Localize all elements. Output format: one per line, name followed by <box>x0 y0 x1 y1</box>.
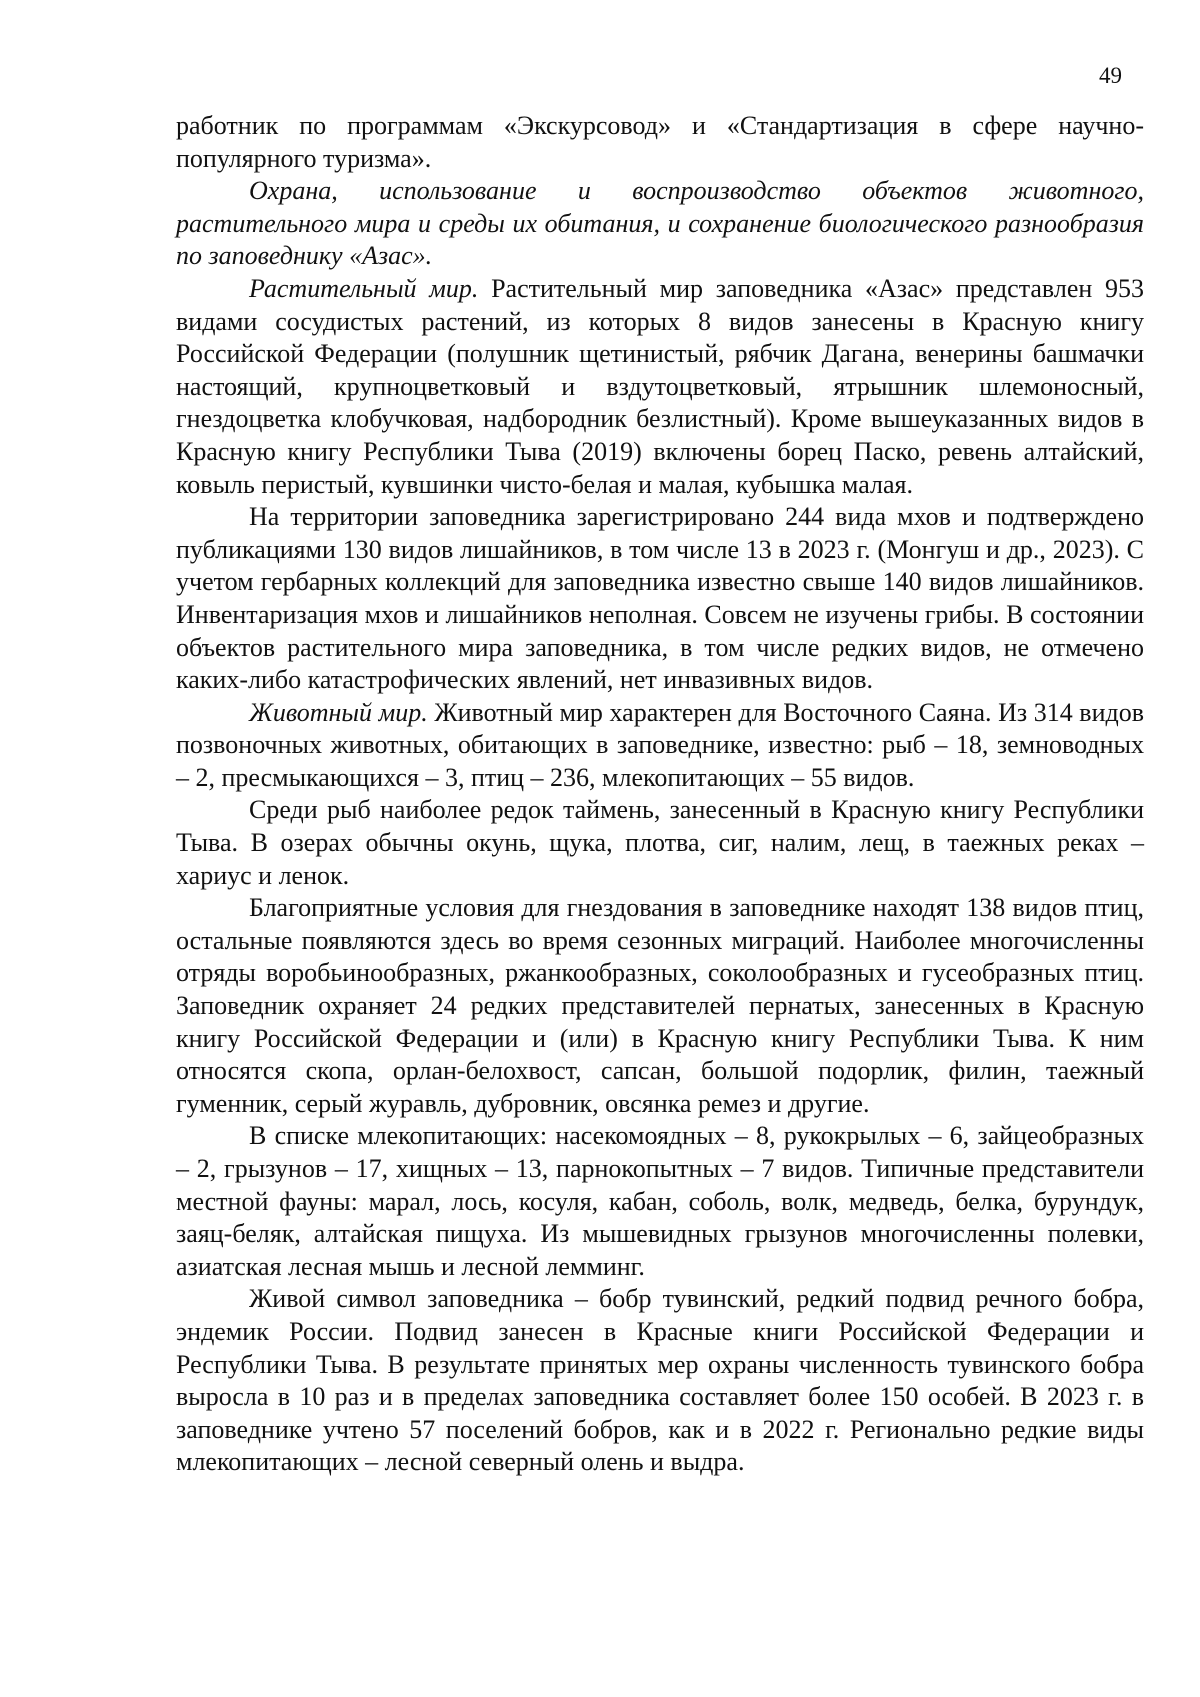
paragraph-birds: Благоприятные условия для гнездования в заповеднике находят 138 видов птиц, остальные появляются здесь во время сезонных миграций. Наиболее многочисленны отряды воробьинообразных, ржанкообразных, соколообразных и гусеобразных птиц. Заповедник охраняет 24 редких представителей пернатых, занесенных в Красную книгу Российской Федерации и (или) в Красную книгу Республики Тыва. К ним относятся скопа, орлан-белохвост, сапсан, большой подорлик, филин, таежный гуменник, серый журавль, дубровник, овсянка ремез и другие. <box>176 893 1144 1118</box>
paragraph-flora <box>176 273 1144 501</box>
paragraph-continuation: работник по программам «Экскурсовод» и «Стандартизация в сфере научно-популярного туризма». <box>176 111 1144 173</box>
flora-text: Растительный мир заповедника «Азас» представлен 953 видами сосудистых растений, из которых 8 видов занесены в Красную книгу Российской Федерации (полушник щетинистый, рябчик Дагана, венерины башмачки настоящий, крупноцветковый и вздутоцветковый, ятрышник шлемоносный, гнездоцветка клобучковая, надбородник безлистный). Кроме вышеуказанных видов в Красную книгу Республики Тыва (2019) включены борец Паско, ревень алтайский, ковыль перистый, кувшинки чисто-белая и малая, кубышка малая. <box>176 273 1145 499</box>
fauna-text: Животный мир характерен для Восточного Саяна. Из 314 видов позвоночных животных, обитающих в заповеднике, известно: рыб – 18, земноводных – 2, пресмыкающихся – 3, птиц – 236, млекопитающих – 55 видов. <box>176 697 1144 792</box>
paragraph-fish: Среди рыб наиболее редок таймень, занесенный в Красную книгу Республики Тыва. В озерах обычны окунь, щука, плотва, сиг, налим, лещ, в таежных реках – хариус и ленок. <box>176 795 1144 890</box>
section-heading: Охрана, использование и воспроизводство объектов животного, растительного мира и среды их обитания, и сохранение биологического разнообразия по заповеднику «Азас». <box>176 176 1144 271</box>
paragraph-beaver: Живой символ заповедника – бобр тувинский, редкий подвид речного бобра, эндемик России. Подвид занесен в Красные книги Российской Федерации и Республики Тыва. В результате принятых мер охраны численность тувинского бобра выросла в 10 раз и в пределах заповедника составляет более 150 особей. В 2023 г. в заповеднике учтено 57 поселений бобров, как и в 2022 г. Регионально редкие виды млекопитающих – лесной северный олень и выдра. <box>176 1284 1144 1477</box>
paragraph-mammals: В списке млекопитающих: насекомоядных – 8, рукокрылых – 6, зайцеобразных – 2, грызунов – 17, хищных – 13, парнокопытных – 7 видов. Типичные представители местной фауны: марал, лось, косуля, кабан, соболь, волк, медведь, белка, бурундук, заяц-беляк, алтайская пищуха. Из мышевидных грызунов многочисленны полевки, азиатская лесная мышь и лесной лемминг. <box>176 1121 1144 1281</box>
fauna-lead: Животный мир. <box>249 697 428 727</box>
paragraph-fauna <box>176 697 1144 795</box>
document-body <box>176 110 1144 1479</box>
flora-lead: Растительный мир. <box>249 273 479 303</box>
paragraph-mosses-lichens: На территории заповедника зарегистрировано 244 вида мхов и подтверждено публикациями 130 видов лишайников, в том числе 13 в 2023 г. (Монгуш и др., 2023). С учетом гербарных коллекций для заповедника известно свыше 140 видов лишайников. Инвентаризация мхов и лишайников неполная. Совсем не изучены грибы. В состоянии объектов растительного мира заповедника, в том числе редких видов, не отмечено каких-либо катастрофических явлений, нет инвазивных видов. <box>176 502 1144 695</box>
page-number: 49 <box>1099 63 1122 88</box>
